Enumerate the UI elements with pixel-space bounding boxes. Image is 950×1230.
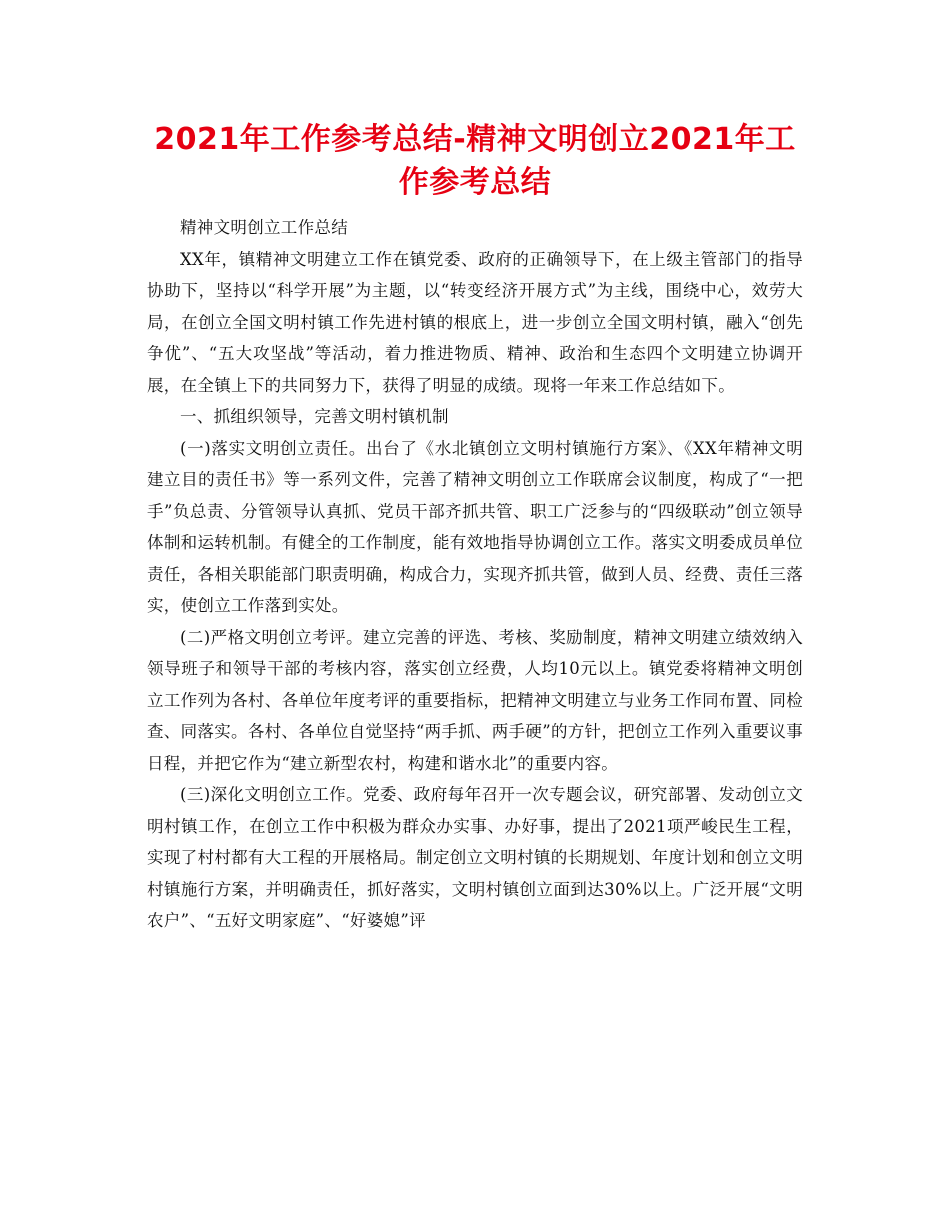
body-paragraph: (一)落实文明创立责任。出台了《水北镇创立文明村镇施行方案》、《XX年精神文明建立目的责任书》等一系列文件，完善了精神文明创立工作联席会议制度，构成了“一把手”负总责、分管领导认真抓、党员干部齐抓共管、职工广泛参与的“四级联动”创立领导体制和运转机制。有健全的工作制度，能有效地指导协调创立工作。落实文明委成员单位责任，各相关职能部门职责明确，构成合力，实现齐抓共管，做到人员、经费、责任三落实，使创立工作落到实处。 <box>147 438 803 615</box>
document-title: 2021年工作参考总结-精神文明创立2021年工作参考总结 <box>154 122 796 200</box>
body-paragraph: (二)严格文明创立考评。建立完善的评选、考核、奖励制度，精神文明建立绩效纳入领导班子和领导干部的考核内容，落实创立经费，人均10元以上。镇党委将精神文明创立工作列为各村、各单位年度考评的重要指标，把精神文明建立与业务工作同布置、同检查、同落实。各村、各单位自觉坚持“两手抓、两手硬”的方针，把创立工作列入重要议事日程，并把它作为“建立新型农村，构建和谐水北”的重要内容。 <box>147 627 803 773</box>
section-heading: 一、抓组织领导，完善文明村镇机制 <box>180 407 449 426</box>
document-body <box>147 212 803 937</box>
intro-paragraph: XX年，镇精神文明建立工作在镇党委、政府的正确领导下，在上级主管部门的指导协助下，坚持以“科学开展”为主题，以“转变经济开展方式”为主线，围绕中心，效劳大局，在创立全国文明村镇工作先进村镇的根底上，进一步创立全国文明村镇，融入“创先争优”、“五大攻坚战”等活动，着力推进物质、精神、政治和生态四个文明建立协调开展，在全镇上下的共同努力下，获得了明显的成绩。现将一年来工作总结如下。 <box>147 249 803 395</box>
body-paragraph: (三)深化文明创立工作。党委、政府每年召开一次专题会议，研究部署、发动创立文明村镇工作，在创立工作中积极为群众办实事、办好事，提出了2021项严峻民生工程，实现了村村都有大工程的开展格局。制定创立文明村镇的长期规划、年度计划和创立文明村镇施行方案，并明确责任，抓好落实，文明村镇创立面到达30%以上。广泛开展“文明农户”、“五好文明家庭”、“好婆媳”评 <box>147 785 803 930</box>
subtitle-paragraph: 精神文明创立工作总结 <box>180 218 348 237</box>
